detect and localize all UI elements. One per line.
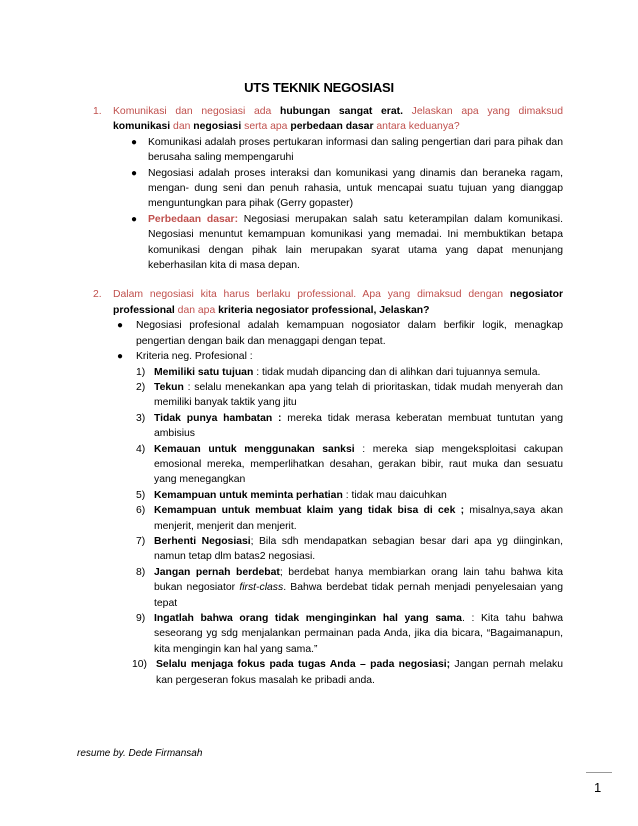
- question-number: 1.: [93, 106, 102, 117]
- item-number: 9): [136, 613, 146, 624]
- question-emphasis: negosiator professional: [113, 289, 563, 316]
- item-heading: Kemauan untuk menggunakan sanksi: [154, 443, 355, 455]
- criteria-item: [136, 611, 563, 657]
- item-text: . Bahwa berdebat tidak pernah menjadi penyelesaian yang tepat: [154, 582, 563, 609]
- question-text: Dalam negosiasi kita harus berlaku professional. Apa yang dimaksud dengan: [113, 289, 510, 301]
- question-emphasis: negosiasi: [193, 121, 242, 133]
- bullet-label: Perbedaan dasar:: [148, 213, 239, 225]
- page-number: 1: [594, 780, 602, 795]
- item-text: : tidak mau daicuhkan: [342, 489, 447, 501]
- item-text: : selalu menekankan apa yang telah di prioritaskan, tidak mudah menyerah dan memiliki banyak taktik yang jitu: [154, 381, 563, 409]
- item-heading: Berhenti Negosiasi: [154, 535, 251, 547]
- item-number: 2): [136, 381, 146, 393]
- question-text: Komunikasi dan negosiasi ada: [113, 106, 280, 117]
- answer-bullet: [131, 135, 563, 166]
- item-text: ; berdebat hanya membiarkan orang lain tahu bahwa kita bukan negosiator: [154, 566, 563, 594]
- item-heading: Kemampuan untuk membuat klaim yang tidak bisa di cek ;: [154, 505, 465, 517]
- item-heading: Ingatlah bahwa orang tidak menginginkan hal yang sama: [154, 613, 462, 624]
- question-emphasis: kriteria negosiator professional, Jelaskan?: [218, 304, 430, 316]
- answer-bullet: [117, 349, 563, 364]
- bullet-text: Negosiasi profesional adalah kemampuan nogosiator dalam berfikir logik, menagkap pengertian dengan baik dan menaggapi dengan tepat.: [136, 320, 563, 347]
- item-number: 1): [136, 366, 146, 378]
- question-text: antara keduanya?: [373, 121, 460, 133]
- item-number: 8): [136, 566, 146, 578]
- item-number: 6): [136, 505, 146, 517]
- item-number: 7): [136, 535, 146, 547]
- criteria-item: [136, 365, 563, 380]
- question-text: serta apa: [241, 121, 291, 133]
- page-footer: resume by. Dede Firmansah: [77, 748, 203, 759]
- item-heading: Tekun: [154, 381, 184, 393]
- item-text: Jangan pernah melaku kan pergeseran fokus masalah ke pribadi anda.: [156, 659, 563, 686]
- item-italic: first-class: [239, 582, 284, 594]
- question-text: dan apa: [174, 304, 219, 316]
- bullet-text: Kriteria neg. Profesional :: [136, 351, 253, 363]
- item-heading: Kemampuan untuk meminta perhatian: [154, 489, 343, 501]
- bullet-text: Komunikasi adalah proses pertukaran informasi dan saling pengertian dari para pihak dan berusaha saling mempengaruhi: [148, 136, 563, 164]
- item-heading: Tidak punya hambatan :: [154, 412, 282, 424]
- question-text: dan: [170, 121, 194, 133]
- criteria-item: [136, 503, 563, 534]
- answer-bullet: [131, 212, 563, 274]
- bullet-icon: ●: [117, 320, 124, 332]
- question-1: [93, 104, 563, 135]
- item-number: 3): [136, 412, 146, 424]
- document-body: [93, 104, 563, 688]
- criteria-item: [136, 534, 563, 565]
- question-emphasis: komunikasi: [113, 121, 171, 133]
- criteria-item: [136, 411, 563, 442]
- criteria-item: [136, 565, 563, 611]
- bullet-icon: ●: [117, 351, 124, 363]
- answer-bullet: [131, 166, 563, 212]
- question-2: [93, 287, 563, 318]
- item-text: ; Bila sdh mendapatkan sebagian besar dari apa yg diinginkan, namun tetap dlm batas2 negosiasi.: [154, 535, 563, 563]
- bullet-icon: ●: [131, 213, 138, 225]
- item-heading: Selalu menjaga fokus pada tugas Anda – pada negosiasi;: [156, 659, 451, 671]
- item-number: 5): [136, 489, 146, 501]
- criteria-item: [132, 657, 563, 688]
- question-emphasis: perbedaan dasar: [290, 121, 374, 133]
- criteria-item: [136, 442, 563, 488]
- item-heading: Jangan pernah berdebat: [154, 566, 280, 578]
- item-text: misalnya,saya akan menjerit, menjerit dan menjerit.: [154, 505, 563, 532]
- item-text: . : Kita tahu bahwa seseorang yg sdg menjalankan permainan pada Anda, jika dia bicara, “Bagaimanapun, kita mengingin kan hal yang sama.”: [154, 613, 563, 655]
- bullet-text: Negosiasi merupakan salah satu keterampilan dalam komunikasi. Negosiasi menuntut kemampuan komunikasi yang memadai. Ini membuktikan betapa komunikasi dengan pihak lain merupakan syarat utama yang dapat menunjang keberhasilan kita di masa depan.: [148, 213, 563, 272]
- bullet-icon: ●: [131, 136, 138, 148]
- question-emphasis: hubungan sangat erat.: [279, 106, 403, 117]
- item-text: mereka tidak merasa keberatan membuat tuntutan yang ambisius: [154, 412, 563, 440]
- question-number: 2.: [93, 289, 102, 301]
- criteria-item: [136, 380, 563, 411]
- page-number-rule: [586, 772, 612, 773]
- criteria-item: [136, 488, 563, 503]
- item-text: : tidak mudah dipancing dan di alihkan dari tujuannya semula.: [253, 366, 541, 378]
- item-heading: Memiliki satu tujuan: [154, 366, 254, 378]
- item-number: 10): [132, 659, 148, 671]
- item-number: 4): [136, 443, 146, 455]
- bullet-icon: ●: [131, 167, 138, 179]
- page-title: UTS TEKNIK NEGOSIASI: [244, 80, 394, 95]
- item-text: : mereka siap mengeksploitasi cakupan emosional mereka, memperlihatkan desahan, gerakan bibir, raut muka dan sesuatu yang menegangkan: [154, 443, 564, 486]
- question-text: Jelaskan apa yang dimaksud: [402, 106, 563, 117]
- answer-bullet: [117, 318, 563, 349]
- bullet-text: Negosiasi adalah proses interaksi dan komunikasi yang dinamis dan beraneka ragam, mengan- dung seni dan penuh rahasia, untuk mencapai suatu tujuan yang dianggap menguntungkan para pihak (Gerry gopaster): [148, 167, 563, 210]
